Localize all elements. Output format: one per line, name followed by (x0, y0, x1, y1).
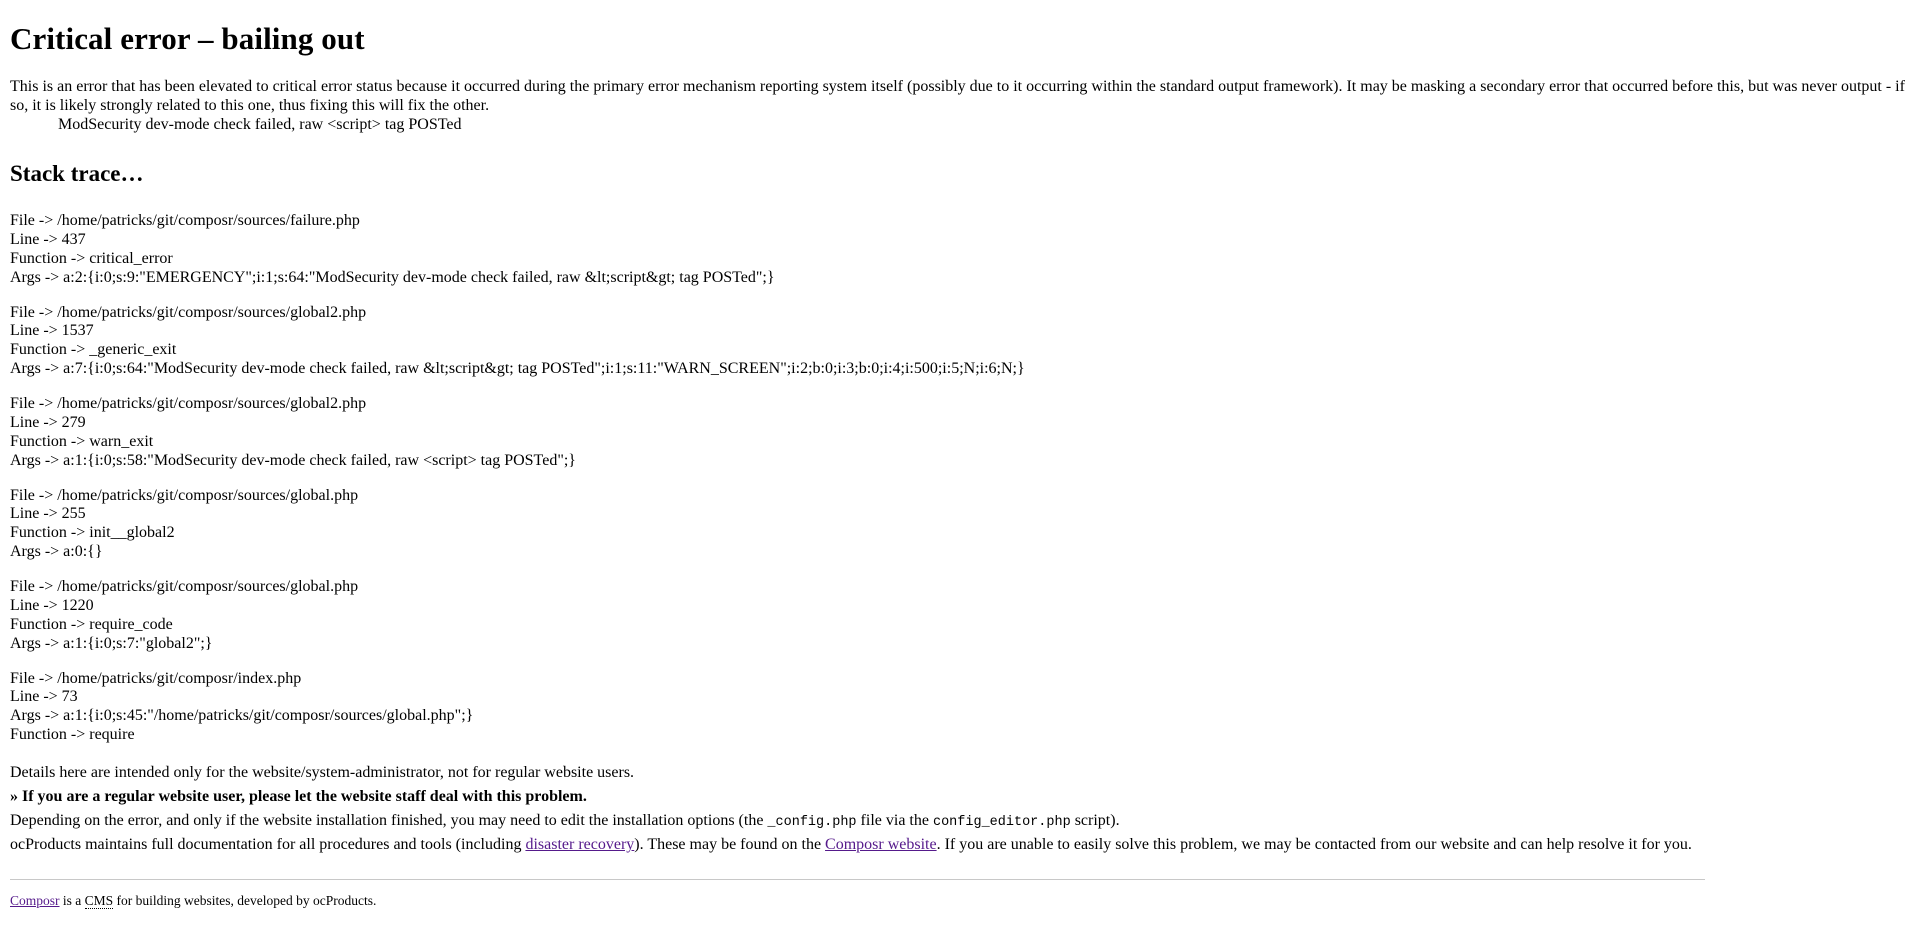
docs-text-pre: ocProducts maintains full documentation for all procedures and tools (including (10, 836, 526, 854)
stack-frame (10, 212, 1910, 288)
frame-args: Args -> a:1:{i:0;s:7:"global2";} (10, 634, 213, 652)
stack-frame (10, 395, 1910, 471)
frame-file: File -> /home/patricks/git/composr/index.php (10, 669, 302, 687)
frame-args: Args -> a:0:{} (10, 543, 103, 561)
frame-file: File -> /home/patricks/git/composr/sources/global.php (10, 486, 359, 504)
cms-abbreviation: CMS (84, 893, 114, 909)
stack-frame (10, 304, 1910, 380)
frame-file: File -> /home/patricks/git/composr/sources/global2.php (10, 395, 367, 413)
composr-website-link[interactable]: Composr website (825, 836, 937, 854)
documentation-note (10, 833, 1910, 857)
credit-text-mid: is a (59, 893, 85, 909)
frame-function: Function -> critical_error (10, 249, 173, 267)
frame-args: Args -> a:1:{i:0;s:58:"ModSecurity dev-mode check failed, raw <script> tag POSTed";} (10, 451, 576, 469)
error-page (10, 22, 1910, 910)
error-message: ModSecurity dev-mode check failed, raw <script> tag POSTed (58, 115, 462, 133)
footer-credit (10, 892, 1910, 910)
frame-args: Args -> a:7:{i:0;s:64:"ModSecurity dev-mode check failed, raw &lt;script&gt; tag POSTed";i:1;s:11:"WARN_SCREEN";i:2;b:0;i:3;b:0;i:4;i:500;i:5;N;i:6;N;} (10, 360, 1025, 378)
frame-line: Line -> 255 (10, 505, 86, 523)
frame-args: Args -> a:1:{i:0;s:45:"/home/patricks/git/composr/sources/global.php";} (10, 707, 474, 725)
install-options-text-post: script). (1070, 812, 1120, 830)
frame-line: Line -> 1220 (10, 596, 94, 614)
stack-trace-heading: Stack trace… (10, 160, 144, 186)
frame-line: Line -> 437 (10, 230, 86, 248)
frame-file: File -> /home/patricks/git/composr/sources/global2.php (10, 303, 367, 321)
frame-line: Line -> 279 (10, 413, 86, 431)
frame-function: Function -> init__global2 (10, 524, 175, 542)
stack-frame (10, 487, 1910, 563)
frame-function: Function -> warn_exit (10, 432, 154, 450)
install-options-text-pre: Depending on the error, and only if the website installation finished, you may need to edit the installation options (the (10, 812, 768, 830)
config-file-name: _config.php (767, 815, 857, 831)
frame-args: Args -> a:2:{i:0;s:9:"EMERGENCY";i:1;s:64:"ModSecurity dev-mode check failed, raw &lt;script&gt; tag POSTed";} (10, 268, 775, 286)
frame-line: Line -> 73 (10, 688, 78, 706)
regular-user-warning: » If you are a regular website user, please let the website staff deal with this problem. (10, 788, 587, 806)
disaster-recovery-link[interactable]: disaster recovery (525, 836, 635, 854)
intro-paragraph: This is an error that has been elevated to critical error status because it occurred during the primary error mechanism reporting system itself (possibly due to it occurring within the standard output framework). It may be masking a secondary error that occurred before this, but was never output - if so, it is likely strongly related to this one, thus fixing this will fix the other. (10, 78, 1905, 114)
frame-function: Function -> require_code (10, 615, 173, 633)
credit-text-post: for building websites, developed by ocProducts. (113, 893, 377, 909)
frame-line: Line -> 1537 (10, 322, 94, 340)
docs-text-mid: ). These may be found on the (634, 836, 826, 854)
page-title: Critical error – bailing out (10, 21, 365, 56)
install-options-text-mid: file via the (856, 812, 933, 830)
install-options-note (10, 809, 1910, 833)
admin-only-note: Details here are intended only for the website/system-administrator, not for regular website users. (10, 764, 635, 782)
stack-frame (10, 670, 1910, 746)
frame-function: Function -> require (10, 726, 135, 744)
frame-file: File -> /home/patricks/git/composr/sources/global.php (10, 578, 359, 596)
config-editor-name: config_editor.php (932, 815, 1071, 831)
docs-text-post: . If you are unable to easily solve this problem, we may be contacted from our website and can help resolve it for you. (936, 836, 1692, 854)
composr-product-link[interactable]: Composr (10, 893, 60, 909)
footer-divider (10, 879, 1705, 880)
stack-frame (10, 578, 1910, 654)
frame-function: Function -> _generic_exit (10, 341, 177, 359)
frame-file: File -> /home/patricks/git/composr/sources/failure.php (10, 212, 360, 230)
